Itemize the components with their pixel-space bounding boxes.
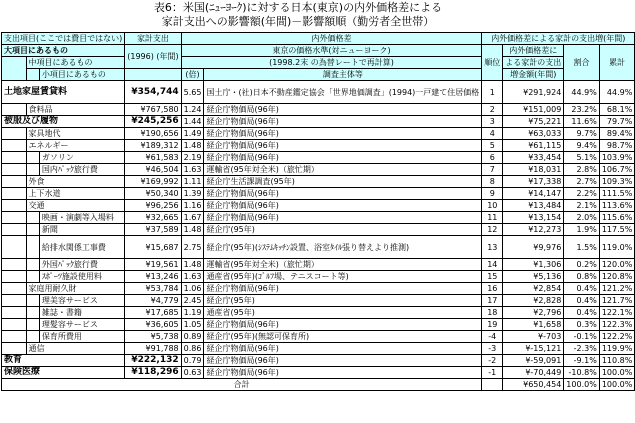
rank-cell: 16 xyxy=(482,283,503,295)
ratio-cell: 0.63 xyxy=(181,367,204,379)
spend-cell: ¥13,246 xyxy=(125,271,181,283)
item-label: 家具地代 xyxy=(26,128,125,140)
share-cell: 0.4% xyxy=(564,283,600,295)
amount-cell: ¥2,854 xyxy=(503,283,564,295)
spend-cell: ¥189,312 xyxy=(125,140,181,152)
share-cell: 5.1% xyxy=(564,152,600,164)
item-label: 映画・演劇等入場料 xyxy=(39,212,124,224)
ratio-cell: 2.75 xyxy=(181,236,204,259)
spend-cell: ¥118,296 xyxy=(125,367,181,379)
rank-cell: -3 xyxy=(482,343,503,355)
amount-cell: ¥33,454 xyxy=(503,152,564,164)
indent-cell xyxy=(26,331,39,343)
rank-cell: 4 xyxy=(482,128,503,140)
source-cell: 経企庁物価局(96年) xyxy=(204,104,482,116)
amount-cell: ¥2,796 xyxy=(503,307,564,319)
source-cell: 経企庁物価局(96年) xyxy=(204,140,482,152)
item-label: 被服及び履物 xyxy=(2,116,125,128)
ratio-cell: 0.86 xyxy=(181,343,204,355)
cumulative-cell: 113.6% xyxy=(599,200,635,212)
header-amount-l2: よる家計の支出 xyxy=(503,57,564,69)
rank-cell: 6 xyxy=(482,152,503,164)
amount-cell: ¥61,115 xyxy=(503,140,564,152)
source-cell: 経企庁(95年) xyxy=(204,295,482,307)
source-cell: 経企庁物価局(96年) xyxy=(204,343,482,355)
ratio-cell: 2.45 xyxy=(181,295,204,307)
item-label: 理美容サービス xyxy=(39,295,124,307)
cumulative-cell: 100.0% xyxy=(599,367,635,379)
header-item-col: 支出項目(ここでは費目ではない) xyxy=(2,33,125,45)
spend-cell: ¥19,561 xyxy=(125,259,181,271)
header-amount-l3: 増金額(年間) xyxy=(503,69,564,81)
share-cell: -0.1% xyxy=(564,331,600,343)
ratio-cell: 1.24 xyxy=(181,104,204,116)
header-price-level: 東京の価格水準(対ニューヨーク) xyxy=(181,45,482,57)
cumulative-cell: 79.7% xyxy=(599,116,635,128)
amount-cell: ¥1,306 xyxy=(503,259,564,271)
share-cell: -10.8% xyxy=(564,367,600,379)
rank-cell: 1 xyxy=(482,81,503,104)
table-row xyxy=(2,319,635,331)
title-line-1: 表6：米国(ﾆｭｰﾖｰｸ)に対する日本(東京)の内外価格差による xyxy=(153,1,443,14)
indent-cell xyxy=(2,176,27,188)
ratio-cell: 1.49 xyxy=(181,128,204,140)
total-row xyxy=(2,379,635,391)
ratio-cell: 1.11 xyxy=(181,176,204,188)
source-cell: 経企庁(95年)(無認可保育所) xyxy=(204,331,482,343)
spend-cell: ¥4,779 xyxy=(125,295,181,307)
amount-cell: ¥63,033 xyxy=(503,128,564,140)
spend-cell: ¥91,788 xyxy=(125,343,181,355)
share-cell: 2.0% xyxy=(564,212,600,224)
table-row xyxy=(2,81,635,104)
rank-cell: 5 xyxy=(482,140,503,152)
ratio-cell: 1.48 xyxy=(181,224,204,236)
share-cell: 9.7% xyxy=(564,128,600,140)
source-cell: 経企庁物価局(96年) xyxy=(204,319,482,331)
header-spend: 家計支出 xyxy=(125,33,181,45)
spend-cell: ¥50,340 xyxy=(125,188,181,200)
price-impact-table xyxy=(1,32,635,391)
amount-cell: ¥75,221 xyxy=(503,116,564,128)
item-label: 外国ﾊﾟｯｸ旅行費 xyxy=(39,259,124,271)
header-cumulative: 累計 xyxy=(599,45,635,81)
source-cell: 運輸省(95年対全米)（旅忙期） xyxy=(204,164,482,176)
indent-cell xyxy=(26,271,39,283)
indent-cell xyxy=(2,236,27,259)
header-source: 調査主体等 xyxy=(204,69,482,81)
share-cell: -9.1% xyxy=(564,355,600,367)
table-row xyxy=(2,116,635,128)
rank-cell: 10 xyxy=(482,200,503,212)
ratio-cell: 5.65 xyxy=(181,81,204,104)
source-cell: 経企庁物価局(96年) xyxy=(204,188,482,200)
table-row xyxy=(2,188,635,200)
cumulative-cell: 103.9% xyxy=(599,152,635,164)
table-row xyxy=(2,355,635,367)
total-rank-cell xyxy=(482,379,503,391)
item-label: 国内ﾊﾟｯｸ旅行費 xyxy=(39,164,124,176)
item-label: 雑誌・書籍 xyxy=(39,307,124,319)
indent-cell xyxy=(26,259,39,271)
rank-cell: 15 xyxy=(482,271,503,283)
header-spend-sub: (1996) (年間) xyxy=(125,45,181,69)
item-label: 上下水道 xyxy=(26,188,125,200)
header-level3: 小項目にあるもの xyxy=(39,69,124,81)
rank-cell: 11 xyxy=(482,212,503,224)
cumulative-cell: 120.8% xyxy=(599,271,635,283)
source-cell: 運輸省(95年対全米)（旅忙期） xyxy=(204,259,482,271)
indent-cell xyxy=(2,283,27,295)
cumulative-cell: 89.4% xyxy=(599,128,635,140)
indent-cell xyxy=(2,331,27,343)
source-cell: 経企庁物価局(96年) xyxy=(204,200,482,212)
rank-cell: 2 xyxy=(482,104,503,116)
total-cumulative: 100.0% xyxy=(599,379,635,391)
table-row xyxy=(2,212,635,224)
indent-cell xyxy=(2,164,27,176)
amount-cell: ¥13,154 xyxy=(503,212,564,224)
indent-cell xyxy=(2,319,27,331)
table-row xyxy=(2,343,635,355)
cumulative-cell: 44.9% xyxy=(599,81,635,104)
table-row xyxy=(2,307,635,319)
cumulative-cell: 98.7% xyxy=(599,140,635,152)
indent-cell xyxy=(26,164,39,176)
item-label: 土地家屋賃貸料 xyxy=(2,81,125,104)
amount-cell: ¥18,031 xyxy=(503,164,564,176)
rank-cell: -1 xyxy=(482,367,503,379)
header-price-diff: 内外価格差 xyxy=(181,33,482,45)
rank-cell: 8 xyxy=(482,176,503,188)
share-cell: 1.9% xyxy=(564,224,600,236)
cumulative-cell: 117.5% xyxy=(599,224,635,236)
cumulative-cell: 109.3% xyxy=(599,176,635,188)
table-row xyxy=(2,200,635,212)
total-label: 合計 xyxy=(2,379,482,391)
rank-cell: 13 xyxy=(482,236,503,259)
ratio-cell: 1.16 xyxy=(181,200,204,212)
item-label: 外食 xyxy=(26,176,125,188)
cumulative-cell: 122.2% xyxy=(599,331,635,343)
table-row xyxy=(2,331,635,343)
rank-cell: 18 xyxy=(482,307,503,319)
ratio-cell: 1.05 xyxy=(181,319,204,331)
source-cell: 国土庁・(社)日本不動産鑑定協会「世界地価調査」(1994)一戸建て住居価格 xyxy=(204,81,482,104)
rank-cell: 14 xyxy=(482,259,503,271)
source-cell: 経企庁物価局(96年) xyxy=(204,367,482,379)
ratio-cell: 0.89 xyxy=(181,331,204,343)
ratio-cell: 1.63 xyxy=(181,271,204,283)
item-label: 理髪容サービス xyxy=(39,319,124,331)
source-cell: 経企庁物価局(96年) xyxy=(204,128,482,140)
spend-cell: ¥32,665 xyxy=(125,212,181,224)
source-cell: 経企庁物価局(96年) xyxy=(204,355,482,367)
spend-cell: ¥53,784 xyxy=(125,283,181,295)
cumulative-cell: 121.2% xyxy=(599,283,635,295)
indent-cell xyxy=(2,259,27,271)
share-cell: 0.3% xyxy=(564,319,600,331)
spend-cell: ¥15,687 xyxy=(125,236,181,259)
rank-cell: 3 xyxy=(482,116,503,128)
ratio-cell: 1.48 xyxy=(181,140,204,152)
indent-cell xyxy=(2,128,27,140)
rank-cell: 19 xyxy=(482,319,503,331)
share-cell: 2.8% xyxy=(564,164,600,176)
amount-cell: ¥12,273 xyxy=(503,224,564,236)
indent-cell xyxy=(26,212,39,224)
indent-cell xyxy=(26,307,39,319)
cumulative-cell: 119.9% xyxy=(599,343,635,355)
share-cell: 0.4% xyxy=(564,295,600,307)
page-title xyxy=(0,1,596,29)
header-share: 割合 xyxy=(564,45,600,81)
indent-cell xyxy=(26,152,39,164)
table-row xyxy=(2,104,635,116)
indent-cell xyxy=(26,236,39,259)
indent-cell xyxy=(2,295,27,307)
rank-cell: 12 xyxy=(482,224,503,236)
indent-cell xyxy=(2,212,27,224)
amount-cell: ¥-15,121 xyxy=(503,343,564,355)
amount-cell: ¥-703 xyxy=(503,331,564,343)
table-row xyxy=(2,152,635,164)
item-label: エネルギー xyxy=(26,140,125,152)
header-amount-l1: 内外価格差に xyxy=(503,45,564,57)
indent-cell xyxy=(2,188,27,200)
rank-cell: 9 xyxy=(482,188,503,200)
ratio-cell: 1.44 xyxy=(181,116,204,128)
spend-cell: ¥767,580 xyxy=(125,104,181,116)
source-cell: 経企庁(95年)(ｼｽﾃﾑｷｯﾁﾝ設置、浴室ﾀｲﾙ張り替えより推測) xyxy=(204,236,482,259)
share-cell: 1.5% xyxy=(564,236,600,259)
table-row xyxy=(2,140,635,152)
indent-cell xyxy=(2,271,27,283)
share-cell: 23.2% xyxy=(564,104,600,116)
header-level1: 大項目にあるもの xyxy=(2,45,125,57)
indent-cell xyxy=(26,295,39,307)
ratio-cell: 2.19 xyxy=(181,152,204,164)
ratio-cell: 1.48 xyxy=(181,259,204,271)
item-label: 家庭用耐久財 xyxy=(26,283,125,295)
amount-cell: ¥-59,091 xyxy=(503,355,564,367)
ratio-cell: 1.67 xyxy=(181,212,204,224)
spend-cell: ¥354,744 xyxy=(125,81,181,104)
header-unit: (倍) xyxy=(181,69,204,81)
source-cell: 経企庁生活課調査(95年) xyxy=(204,176,482,188)
ratio-cell: 1.39 xyxy=(181,188,204,200)
spend-cell: ¥36,605 xyxy=(125,319,181,331)
title-line-2: 家計支出への影響額(年間)－影響額順（勤労者全世帯） xyxy=(161,15,435,28)
rank-cell: -4 xyxy=(482,331,503,343)
cumulative-cell: 110.8% xyxy=(599,355,635,367)
cumulative-cell: 68.1% xyxy=(599,104,635,116)
total-share: 100.0% xyxy=(564,379,600,391)
indent-cell xyxy=(2,307,27,319)
spend-cell: ¥5,738 xyxy=(125,331,181,343)
share-cell: 9.4% xyxy=(564,140,600,152)
item-label: 交通 xyxy=(26,200,125,212)
share-cell: 2.1% xyxy=(564,200,600,212)
total-amount: ¥650,454 xyxy=(503,379,564,391)
rank-cell: 7 xyxy=(482,164,503,176)
spend-cell: ¥37,589 xyxy=(125,224,181,236)
amount-cell: ¥-70,449 xyxy=(503,367,564,379)
table-row xyxy=(2,128,635,140)
header-rank: 順位 xyxy=(482,45,503,81)
item-label: 教育 xyxy=(2,355,125,367)
amount-cell: ¥14,147 xyxy=(503,188,564,200)
spend-cell: ¥222,132 xyxy=(125,355,181,367)
source-cell: 経企庁物価局(96年) xyxy=(204,116,482,128)
amount-cell: ¥151,009 xyxy=(503,104,564,116)
cumulative-cell: 120.0% xyxy=(599,259,635,271)
amount-cell: ¥2,828 xyxy=(503,295,564,307)
item-label: 食料品 xyxy=(26,104,125,116)
ratio-cell: 1.63 xyxy=(181,164,204,176)
source-cell: 経企庁物価局(96年) xyxy=(204,212,482,224)
spend-cell: ¥245,256 xyxy=(125,116,181,128)
item-label: 保育所費用 xyxy=(39,331,124,343)
share-cell: 0.8% xyxy=(564,271,600,283)
spend-cell: ¥190,656 xyxy=(125,128,181,140)
indent-cell xyxy=(2,224,27,236)
spend-cell: ¥61,583 xyxy=(125,152,181,164)
header-level2: 中項目にあるもの xyxy=(26,57,125,69)
amount-cell: ¥9,976 xyxy=(503,236,564,259)
table-row xyxy=(2,259,635,271)
ratio-cell: 1.06 xyxy=(181,283,204,295)
share-cell: 0.2% xyxy=(564,259,600,271)
source-cell: 通産省(95年) xyxy=(204,307,482,319)
table-row xyxy=(2,295,635,307)
cumulative-cell: 111.5% xyxy=(599,188,635,200)
indent-cell xyxy=(26,319,39,331)
item-label: ｽﾎﾟｰﾂ施設使用料 xyxy=(39,271,124,283)
cumulative-cell: 121.7% xyxy=(599,295,635,307)
source-cell: 経企庁物価局(96年) xyxy=(204,152,482,164)
item-label: 新聞 xyxy=(39,224,124,236)
source-cell: 通産省(95年)(ｺﾞﾙﾌ場、テニスコート等) xyxy=(204,271,482,283)
table-row xyxy=(2,224,635,236)
cumulative-cell: 115.6% xyxy=(599,212,635,224)
table-row xyxy=(2,367,635,379)
spend-cell: ¥169,992 xyxy=(125,176,181,188)
cumulative-cell: 122.3% xyxy=(599,319,635,331)
cumulative-cell: 119.0% xyxy=(599,236,635,259)
indent-cell xyxy=(2,200,27,212)
spend-cell: ¥96,256 xyxy=(125,200,181,212)
share-cell: 11.6% xyxy=(564,116,600,128)
share-cell: 44.9% xyxy=(564,81,600,104)
table-row xyxy=(2,176,635,188)
amount-cell: ¥5,136 xyxy=(503,271,564,283)
item-label: 保険医療 xyxy=(2,367,125,379)
rank-cell: -2 xyxy=(482,355,503,367)
rank-cell: 17 xyxy=(482,295,503,307)
indent-cell xyxy=(2,343,27,355)
table-row xyxy=(2,164,635,176)
cumulative-cell: 106.7% xyxy=(599,164,635,176)
table-row xyxy=(2,271,635,283)
spend-cell: ¥46,504 xyxy=(125,164,181,176)
indent-cell xyxy=(26,224,39,236)
amount-cell: ¥17,338 xyxy=(503,176,564,188)
header-impact-group: 内外価格差による家計の支出増(年間) xyxy=(482,33,635,45)
source-cell: 経企庁物価局(96年) xyxy=(204,283,482,295)
item-label: 給排水関係工事費 xyxy=(39,236,124,259)
source-cell: 経企庁(95年) xyxy=(204,224,482,236)
item-label: 通信 xyxy=(26,343,125,355)
share-cell: 2.2% xyxy=(564,188,600,200)
indent-cell xyxy=(2,140,27,152)
indent-cell xyxy=(2,152,27,164)
ratio-cell: 0.79 xyxy=(181,355,204,367)
spend-cell: ¥17,685 xyxy=(125,307,181,319)
header-price-note: (1998.2末 の為替レートで再計算) xyxy=(181,57,482,69)
share-cell: 2.7% xyxy=(564,176,600,188)
cumulative-cell: 122.1% xyxy=(599,307,635,319)
amount-cell: ¥291,924 xyxy=(503,81,564,104)
ratio-cell: 1.19 xyxy=(181,307,204,319)
table-row xyxy=(2,236,635,259)
share-cell: 0.4% xyxy=(564,307,600,319)
indent-cell xyxy=(2,104,27,116)
amount-cell: ¥13,484 xyxy=(503,200,564,212)
amount-cell: ¥1,658 xyxy=(503,319,564,331)
share-cell: -2.3% xyxy=(564,343,600,355)
table-row xyxy=(2,283,635,295)
item-label: ガソリン xyxy=(39,152,124,164)
